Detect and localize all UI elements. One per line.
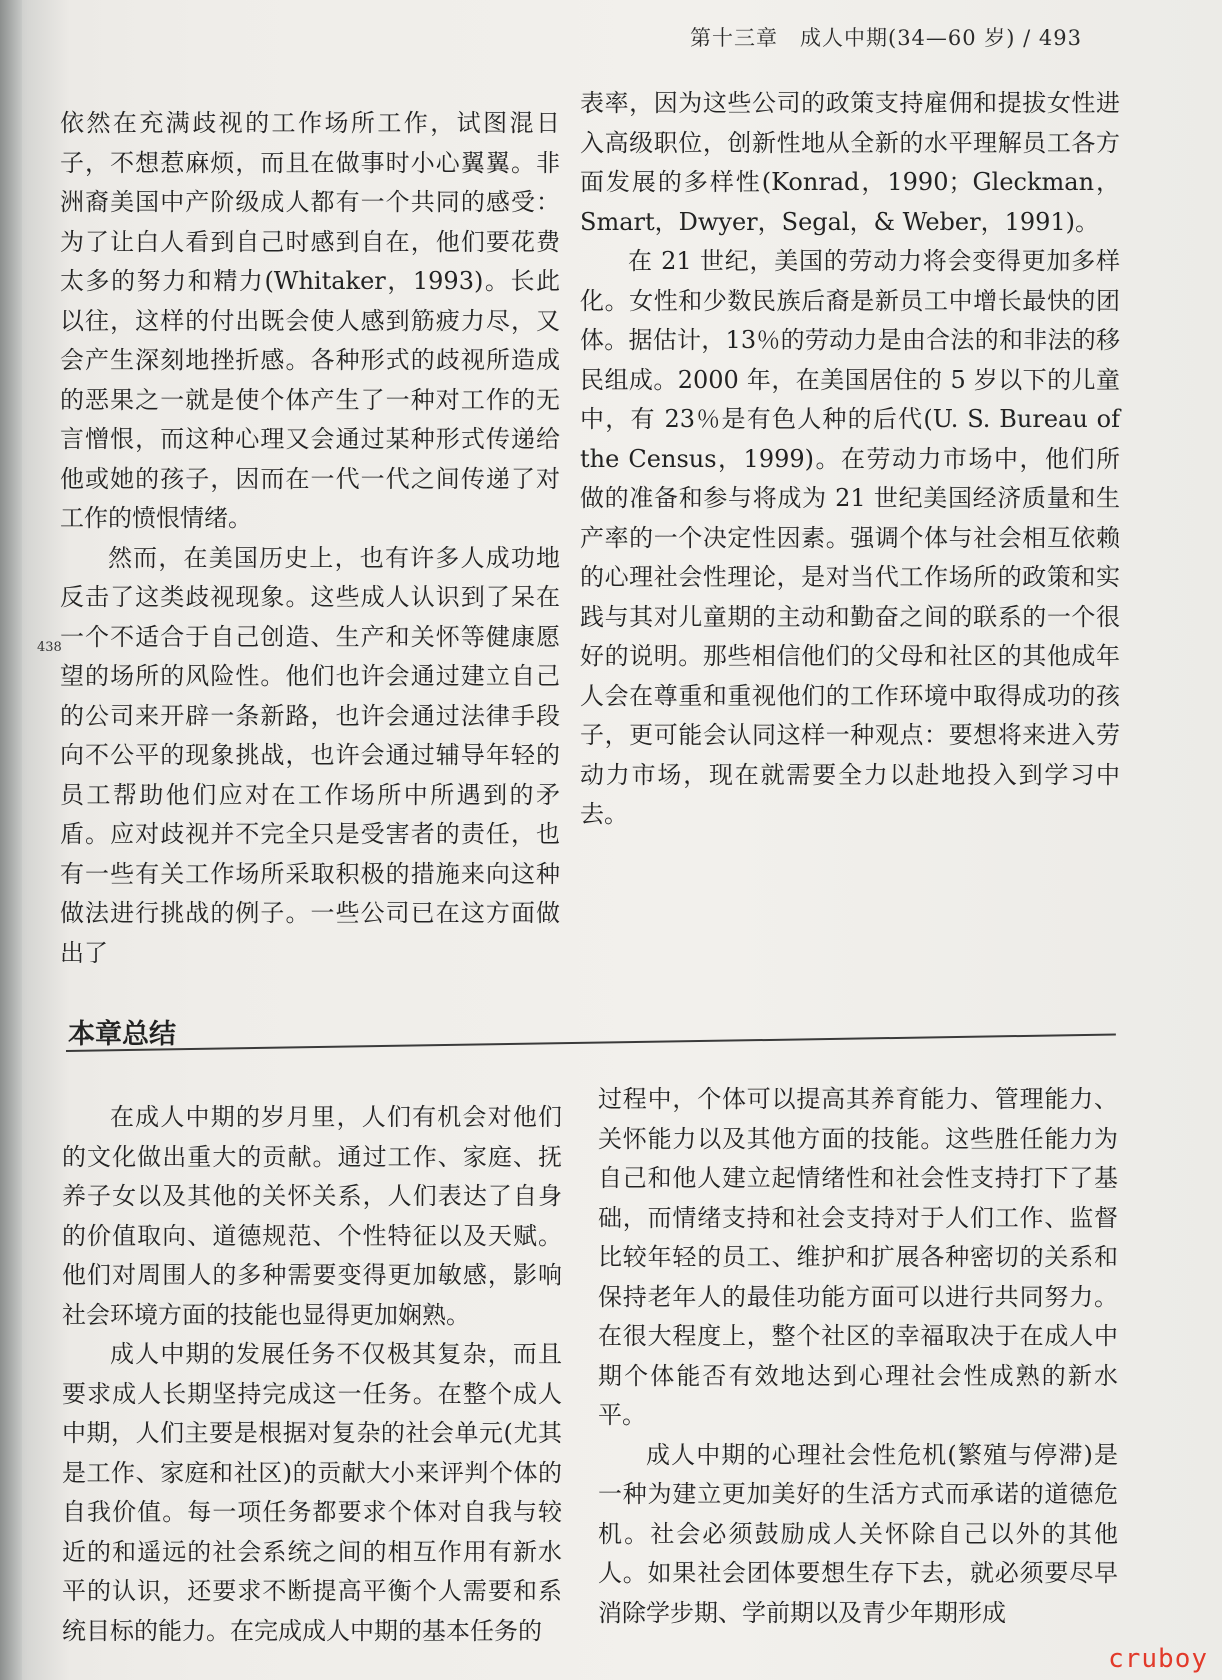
paragraph: 成人中期的发展任务不仅极其复杂，而且要求成人长期坚持完成这一任务。在整个成人中期，人们主要是根据对复杂的社会单元(尤其是工作、家庭和社区)的贡献大小来评判个体的自我价值。每一项任务都要求个体对自我与较近的和遥远的社会系统之间的相互作用有新水平的认识，还要求不断提高平衡个人需要和系统目标的能力。在完成成人中期的基本任务的 [62,1340,562,1645]
paragraph: 依然在充满歧视的工作场所工作，试图混日子，不想惹麻烦，而且在做事时小心翼翼。非洲裔美国中产阶级成人都有一个共同的感受：为了让白人看到自己时感到自在，他们要花费太多的努力和精力(Whitaker，1993)。长此以往，这样的付出既会使人感到筋疲力尽，又会产生深刻地挫折感。各种形式的歧视所造成的恶果之一就是使个体产生了一种对工作的无言憎恨，而这种心理又会通过某种形式传递给他或她的孩子，因而在一代一代之间传递了对工作的愤恨情绪。 [60,109,560,532]
book-spine-shadow [0,0,22,1680]
paragraph: 在成人中期的岁月里，人们有机会对他们的文化做出重大的贡献。通过工作、家庭、抚养子女以及其他的关怀关系，人们表达了自身的价值取向、道德规范、个性特征以及天赋。他们对周围人的多种需要变得更加敏感，影响社会环境方面的技能也显得更加娴熟。 [62,1103,562,1329]
section-divider [66,1034,1116,1052]
watermark: cruboy [1108,1644,1208,1674]
left-column-summary [62,1098,562,1651]
paragraph: 表率，因为这些公司的政策支持雇佣和提拔女性进入高级职位，创新性地从全新的水平理解员工各方面发展的多样性(Konrad，1990；Gleckman，Smart，Dwyer，Segal，& Weber，1991)。 [580,89,1120,236]
paragraph: 成人中期的心理社会性危机(繁殖与停滞)是一种为建立更加美好的生活方式而承诺的道德危机。社会必须鼓励成人关怀除自己以外的其他人。如果社会团体要想生存下去，就必须要尽早消除学步期、学前期以及青少年期形成 [598,1440,1118,1627]
right-column-summary [598,1080,1118,1633]
left-column-top [60,104,560,973]
running-head: 第十三章 成人中期(34—60 岁) / 493 [690,26,1083,50]
paragraph: 过程中，个体可以提高其养育能力、管理能力、关怀能力以及其他方面的技能。这些胜任能力为自己和他人建立起情绪性和社会性支持打下了基础，而情绪支持和社会支持对于人们工作、监督比较年轻的员工、维护和扩展各种密切的关系和保持老年人的最佳功能方面可以进行共同努力。在很大程度上，整个社区的幸福取决于在成人中期个体能否有效地达到心理社会性成熟的新水平。 [598,1085,1118,1429]
margin-page-reference: 438 [37,640,62,655]
paragraph: 然而，在美国历史上，也有许多人成功地反击了这类歧视现象。这些成人认识到了呆在一个不适合于自己创造、生产和关怀等健康愿望的场所的风险性。他们也许会通过建立自己的公司来开辟一条新路，也许会通过法律手段向不公平的现象挑战，也许会通过辅导年轻的员工帮助他们应对在工作场所中所遇到的矛盾。应对歧视并不完全只是受害者的责任，也有一些有关工作场所采取积极的措施来向这种做法进行挑战的例子。一些公司已在这方面做出了 [60,543,560,967]
section-title: 本章总结 [68,1019,176,1050]
right-column-top [580,84,1120,835]
paragraph: 在 21 世纪，美国的劳动力将会变得更加多样化。女性和少数民族后裔是新员工中增长最快的团体。据估计，13％的劳动力是由合法的和非法的移民组成。2000 年，在美国居住的 5 岁以下的儿童中，有 23％是有色人种的后代(U. S. Bureau of the Census，1999)。在劳动力市场中，他们所做的准备和参与将成为 21 世纪美国经济质量和生产率的一个决定性因素。强调个体与社会相互依赖的心理社会性理论，是对当代工作场所的政策和实践与其对儿童期的主动和勤奋之间的联系的一个很好的说明。那些相信他们的父母和社区的其他成年人会在尊重和重视他们的工作环境中取得成功的孩子，更可能会认同这样一种观点：要想将来进入劳动力市场，现在就需要全力以赴地投入到学习中去。 [580,247,1120,828]
